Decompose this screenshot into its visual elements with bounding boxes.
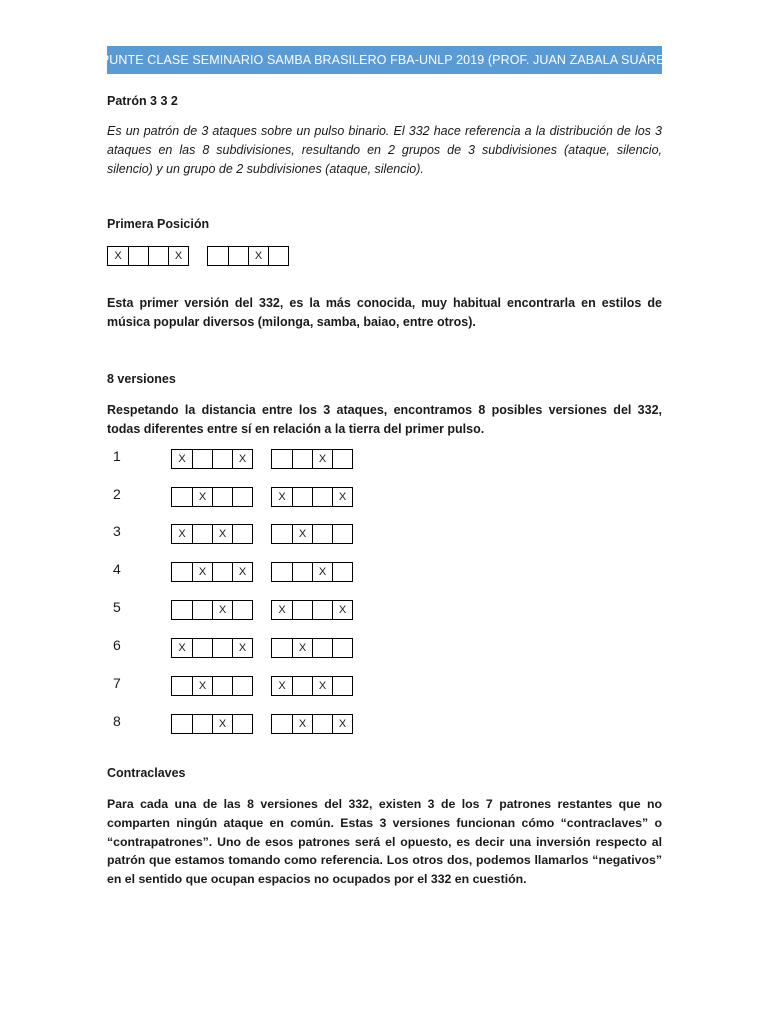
pattern-grid xyxy=(171,449,253,469)
grid-cell xyxy=(192,601,212,619)
grid-cell xyxy=(272,715,292,733)
grid-cell: X xyxy=(178,528,186,540)
pattern-title: Patrón 3 3 2 xyxy=(107,94,178,108)
grid-cell: X xyxy=(232,450,252,468)
pattern-grid xyxy=(171,676,253,696)
version-number: 5 xyxy=(113,599,121,615)
pattern-grid xyxy=(207,246,289,266)
grid-cell xyxy=(272,525,292,543)
grid-cell xyxy=(312,639,332,657)
grid-cell xyxy=(332,450,352,468)
version-number: 8 xyxy=(113,713,121,729)
pattern-grid xyxy=(171,714,253,734)
grid-cell: X xyxy=(168,247,188,265)
grid-cell: X xyxy=(292,715,312,733)
grid-cell xyxy=(292,563,312,581)
grid-cell xyxy=(192,715,212,733)
grid-cell xyxy=(332,525,352,543)
pattern-grid xyxy=(271,714,353,734)
grid-cell: X xyxy=(212,601,232,619)
grid-cell xyxy=(292,677,312,695)
grid-cell: X xyxy=(278,604,286,616)
version-number: 7 xyxy=(113,675,121,691)
pattern-grid xyxy=(271,449,353,469)
pattern-grid xyxy=(171,638,253,658)
version-number: 3 xyxy=(113,523,121,539)
grid-cell xyxy=(172,677,192,695)
grid-cell: X xyxy=(278,680,286,692)
grid-cell: X xyxy=(114,250,122,262)
grid-cell: X xyxy=(192,488,212,506)
grid-cell xyxy=(312,525,332,543)
grid-cell xyxy=(268,247,288,265)
pattern-grid xyxy=(171,524,253,544)
grid-cell xyxy=(212,450,232,468)
grid-cell xyxy=(312,715,332,733)
grid-cell xyxy=(172,563,192,581)
grid-cell: X xyxy=(312,677,332,695)
grid-cell xyxy=(192,450,212,468)
grid-cell: X xyxy=(278,491,286,503)
pattern-grid xyxy=(171,487,253,507)
version-number: 6 xyxy=(113,637,121,653)
grid-cell: X xyxy=(312,563,332,581)
grid-cell: X xyxy=(292,525,312,543)
grid-cell xyxy=(232,525,252,543)
grid-cell: X xyxy=(212,715,232,733)
pattern-grid xyxy=(271,562,353,582)
grid-cell xyxy=(232,488,252,506)
grid-cell xyxy=(272,450,292,468)
grid-cell: X xyxy=(232,563,252,581)
grid-cell xyxy=(172,488,192,506)
pattern-grid xyxy=(271,524,353,544)
grid-cell: X xyxy=(232,639,252,657)
grid-cell xyxy=(212,488,232,506)
grid-cell: X xyxy=(178,642,186,654)
grid-cell: X xyxy=(332,715,352,733)
grid-cell xyxy=(172,601,192,619)
grid-cell xyxy=(312,488,332,506)
pattern-description: Es un patrón de 3 ataques sobre un pulso binario. El 332 hace referencia a la distribución de los 3 ataques en las 8 subdivisiones, resultando en 2 grupos de 3 subdivisiones (ataque, silencio, silencio) y un grupo de 2 subdivisiones (ataque, silencio). xyxy=(107,124,662,176)
first-position-title: Primera Posición xyxy=(107,217,210,231)
grid-cell xyxy=(208,247,228,265)
grid-cell: X xyxy=(248,247,268,265)
pattern-grid xyxy=(271,638,353,658)
pattern-grid xyxy=(171,600,253,620)
contraclaves-text: Para cada una de las 8 versiones del 332, existen 3 de los 7 patrones restantes que no comparten ningún ataque en común. Estas 3 versiones funcionan cómo “contraclaves” o “contrapatrones”. Uno de esos patrones será el opuesto, es decir una inversión respecto al patrón que estamos tomando como referencia. Los otros dos, podemos llamarlos “negativos” en el sentido que ocupan espacios no ocupados por el 332 en cuestión. xyxy=(107,797,662,887)
grid-cell xyxy=(332,563,352,581)
grid-cell xyxy=(292,601,312,619)
grid-cell: X xyxy=(332,601,352,619)
pattern-grid xyxy=(271,676,353,696)
grid-cell xyxy=(232,601,252,619)
document-header: APUNTE CLASE SEMINARIO SAMBA BRASILERO FBA-UNLP 2019 (PROF. JUAN ZABALA SUÁREZ) xyxy=(107,46,662,74)
version-number: 2 xyxy=(113,486,121,502)
grid-cell xyxy=(312,601,332,619)
versions-title: 8 versiones xyxy=(107,372,176,386)
grid-cell: X xyxy=(312,450,332,468)
grid-cell xyxy=(128,247,148,265)
pattern-grid xyxy=(271,487,353,507)
pattern-grid xyxy=(171,562,253,582)
pattern-grid xyxy=(271,600,353,620)
pattern-grid xyxy=(107,246,189,266)
grid-cell xyxy=(228,247,248,265)
grid-cell xyxy=(192,525,212,543)
grid-cell xyxy=(292,488,312,506)
grid-cell: X xyxy=(212,525,232,543)
grid-cell xyxy=(332,677,352,695)
grid-cell xyxy=(212,677,232,695)
grid-cell: X xyxy=(332,488,352,506)
first-position-text: Esta primer versión del 332, es la más conocida, muy habitual encontrarla en estilos de música popular diversos (milonga, samba, baiao, entre otros). xyxy=(107,296,662,329)
contraclaves-title: Contraclaves xyxy=(107,766,186,780)
grid-cell xyxy=(148,247,168,265)
grid-cell xyxy=(332,639,352,657)
grid-cell xyxy=(172,715,192,733)
grid-cell xyxy=(232,677,252,695)
grid-cell xyxy=(272,639,292,657)
grid-cell: X xyxy=(192,563,212,581)
grid-cell xyxy=(292,450,312,468)
grid-cell xyxy=(212,639,232,657)
grid-cell xyxy=(212,563,232,581)
grid-cell xyxy=(232,715,252,733)
grid-cell: X xyxy=(192,677,212,695)
version-number: 1 xyxy=(113,448,121,464)
grid-cell xyxy=(272,563,292,581)
version-number: 4 xyxy=(113,561,121,577)
grid-cell xyxy=(192,639,212,657)
versions-text: Respetando la distancia entre los 3 ataques, encontramos 8 posibles versiones del 332, todas diferentes entre sí en relación a la tierra del primer pulso. xyxy=(107,403,662,436)
grid-cell: X xyxy=(178,453,186,465)
grid-cell: X xyxy=(292,639,312,657)
